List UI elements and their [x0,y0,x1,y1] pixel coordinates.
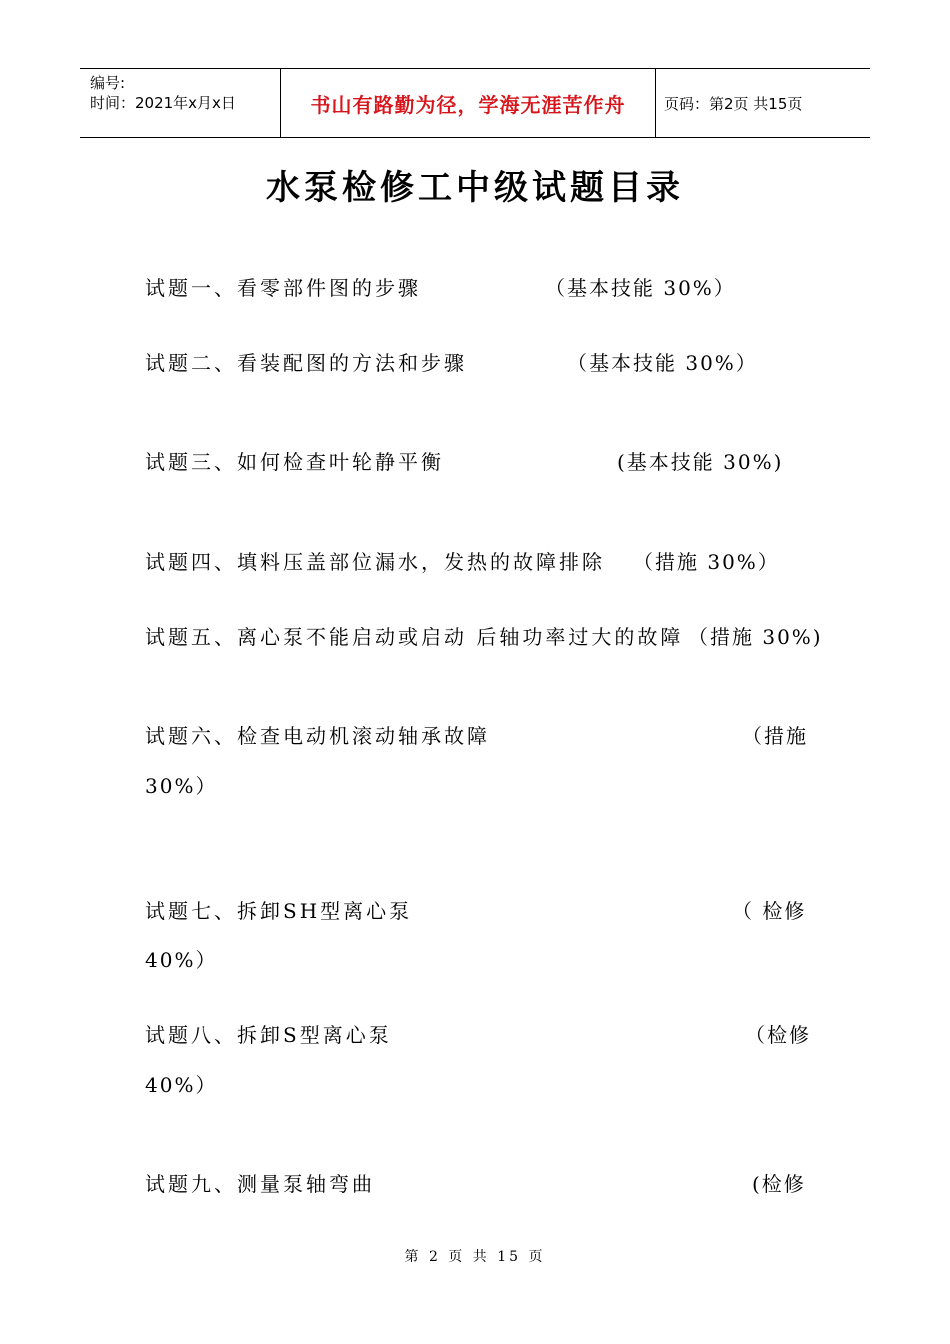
question-9-category: (检修 [752,1172,806,1196]
question-7-category-continued: 40%） [145,948,218,972]
question-3: 试题三、如何检查叶轮静平衡 [145,450,444,474]
question-9: 试题九、测量泵轴弯曲 [145,1172,375,1196]
question-3-category: (基本技能 30%) [617,450,784,474]
question-5-category: （措施 30%) [688,625,823,649]
question-4: 试题四、填料压盖部位漏水，发热的故障排除 [145,550,605,574]
question-6: 试题六、检查电动机滚动轴承故障 [145,724,490,748]
time-label: 时间：2021年x月x日 [90,94,236,112]
number-label: 编号: [90,74,126,92]
header-meta-cell [80,69,280,137]
question-8: 试题八、拆卸S型离心泵 [145,1023,392,1047]
header-motto-cell [280,69,656,137]
motto-text: 书山有路勤为径，学海无涯苦作舟 [310,92,626,117]
page-info: 页码：第2页 共15页 [664,94,803,113]
question-5: 试题五、离心泵不能启动或启动 后轴功率过大的故障 [145,625,684,649]
question-8-category: （检修 [745,1023,811,1047]
document-title: 水泵检修工中级试题目录 [266,168,684,208]
question-4-category: （措施 30%） [633,550,780,574]
question-1: 试题一、看零部件图的步骤 [145,276,421,300]
question-8-category-continued: 40%） [145,1073,218,1097]
page-header [80,68,870,138]
header-page-cell [656,69,870,137]
question-6-category-continued: 30%） [145,774,218,798]
question-6-category: （措施 [742,724,808,748]
question-7-category: （ 检修 [732,899,807,923]
question-2: 试题二、看装配图的方法和步骤 [145,351,467,375]
question-1-category: （基本技能 30%） [545,276,736,300]
page-footer: 第 2 页 共 15 页 [404,1249,546,1265]
question-7: 试题七、拆卸SH型离心泵 [145,899,413,923]
question-2-category: （基本技能 30%） [567,351,758,375]
